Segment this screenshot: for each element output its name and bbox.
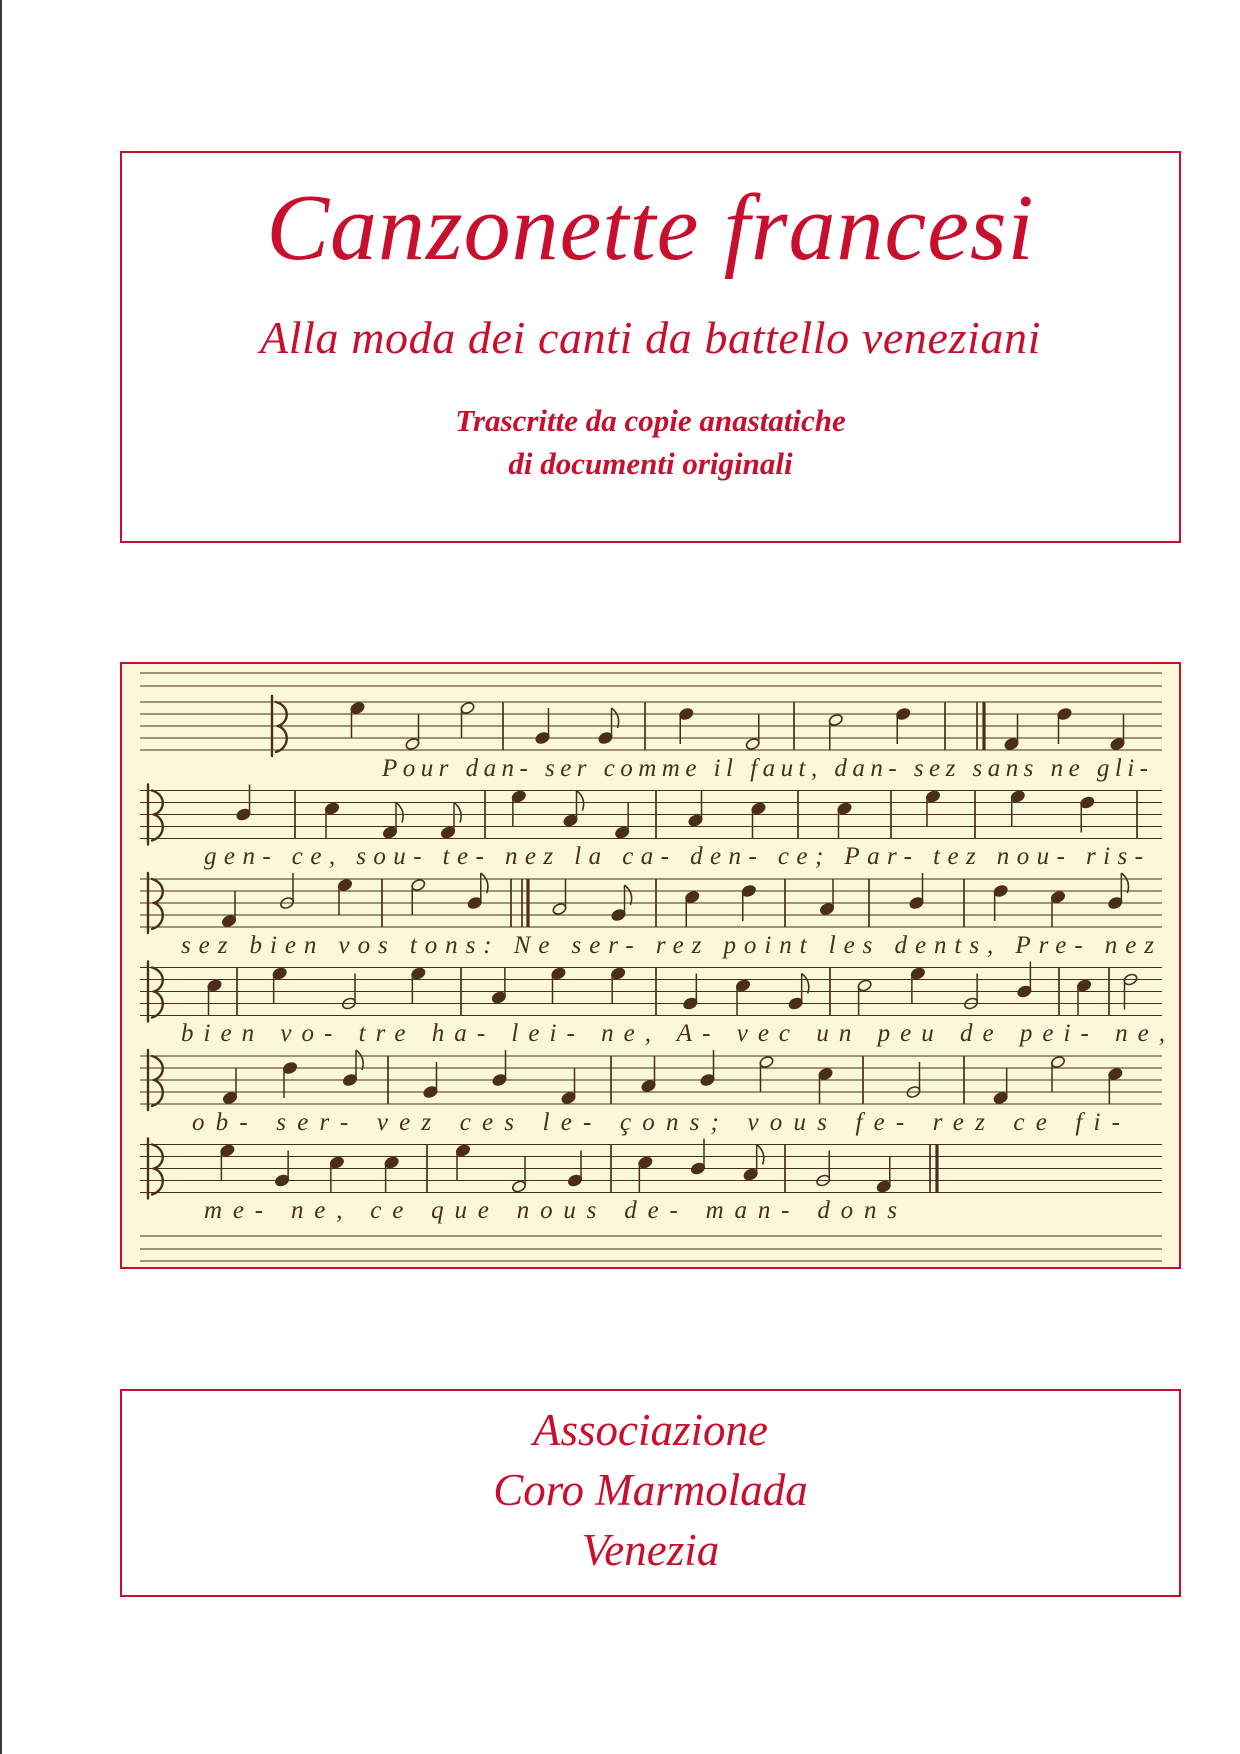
publisher-line-1: Associazione [533, 1405, 768, 1455]
publisher-line-2: Coro Marmolada [493, 1465, 808, 1515]
note-flag [802, 974, 809, 994]
lyric-line-1: Pour dan- ser comme il faut, dan- sez sans ne gli- [382, 755, 1148, 782]
lyric-line-5: ob- ser- vez ces le- çons; vous fe- rez ce fi- [192, 1109, 1120, 1136]
publisher-line-3: Venezia [581, 1525, 720, 1575]
score-drawing [122, 664, 1179, 1267]
transcription-note-line-1: Trascritte da copie anastatiche [455, 403, 846, 438]
note-flag [481, 873, 488, 893]
lyric-line-2: gen- ce, sou- te- nez la ca- den- ce; Par- tez nou- ris- [204, 843, 1143, 870]
lyric-line-3: sez bien vos tons: Ne ser- rez point les dents, Pre- nez [181, 932, 1154, 959]
page-edge [0, 0, 2, 1754]
lyrics [181, 755, 1165, 1224]
cover-subtitle: Alla moda dei canti da battello veneziani [260, 312, 1041, 363]
note-flag [757, 1145, 764, 1165]
note-flag [356, 1050, 363, 1070]
manuscript-score-image [120, 662, 1181, 1269]
publisher-box [120, 1389, 1181, 1597]
note-flag [612, 708, 619, 728]
note-flag [454, 803, 461, 823]
title-box [120, 151, 1181, 543]
note-flag [577, 791, 584, 811]
note-flag [396, 803, 403, 823]
transcription-note-line-2: di documenti originali [508, 446, 793, 481]
note-flag [625, 885, 632, 905]
lyric-line-4: bien vo- tre ha- lei- ne, A- vec un peu de pei- ne, [181, 1020, 1166, 1047]
cover-title: Canzonette francesi [266, 176, 1035, 280]
note-flag [1121, 873, 1128, 893]
lyric-line-6: me- ne, ce que nous de- man- dons [204, 1197, 897, 1224]
